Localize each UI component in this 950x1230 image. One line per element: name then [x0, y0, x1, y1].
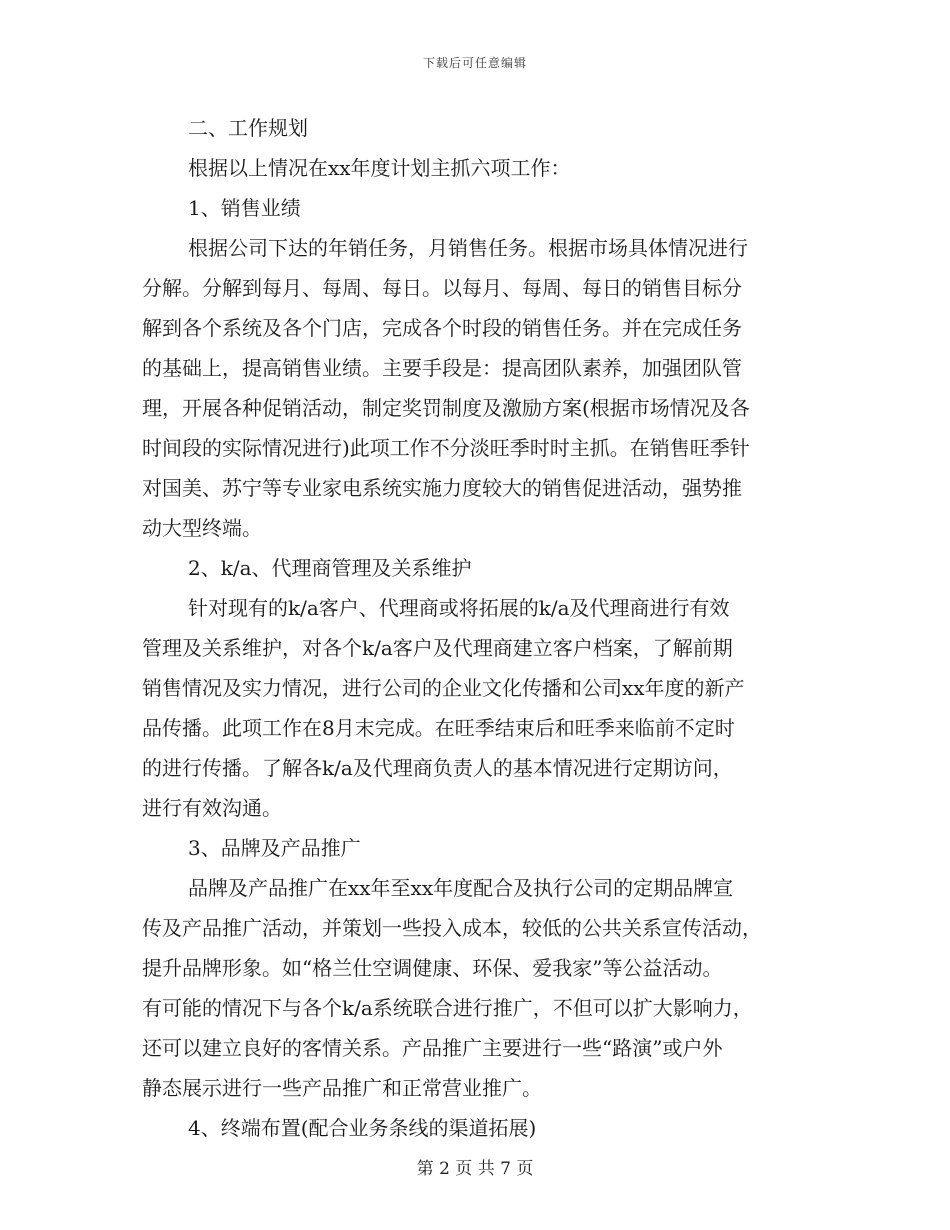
- paragraph-line: 根据以上情况在xx年度计划主抓六项工作：: [188, 156, 571, 180]
- page-number-footer: 第 2 页 共 7 页: [416, 1159, 534, 1179]
- paragraph-line: 时间段的实际情况进行)此项工作不分淡旺季时时主抓。在销售旺季针: [142, 436, 750, 460]
- document-body: [142, 108, 810, 1148]
- paragraph-line: 的进行传播。了解各k/a及代理商负责人的基本情况进行定期访问，: [142, 756, 733, 780]
- paragraph-line: 理，开展各种促销活动，制定奖罚制度及激励方案(根据市场情况及各: [142, 396, 750, 420]
- paragraph-line: 静态展示进行一些产品推广和正常营业推广。: [142, 1076, 542, 1100]
- paragraph-line: 提升品牌形象。如“格兰仕空调健康、环保、爱我家”等公益活动。: [142, 956, 723, 980]
- page-header: 下载后可任意编辑: [422, 56, 527, 70]
- paragraph-line: 解到各个系统及各个门店，完成各个时段的销售任务。并在完成任务: [142, 316, 742, 340]
- paragraph-line: 针对现有的k/a客户、代理商或将拓展的k/a及代理商进行有效: [188, 596, 730, 620]
- paragraph-line: 管理及关系维护，对各个k/a客户及代理商建立客户档案，了解前期: [142, 636, 733, 660]
- paragraph-line: 动大型终端。: [142, 516, 262, 540]
- paragraph-line: 进行有效沟通。: [142, 796, 282, 820]
- paragraph-line: 品传播。此项工作在8月末完成。在旺季结束后和旺季来临前不定时: [142, 716, 735, 740]
- subsection-heading: 2、k/a、代理商管理及关系维护: [188, 556, 472, 580]
- paragraph-line: 根据公司下达的年销任务，月销售任务。根据市场具体情况进行: [188, 236, 748, 260]
- paragraph-line: 的基础上，提高销售业绩。主要手段是：提高团队素养，加强团队管: [142, 356, 742, 380]
- paragraph-line: 销售情况及实力情况，进行公司的企业文化传播和公司xx年度的新产: [142, 676, 745, 700]
- subsection-heading: 3、品牌及产品推广: [188, 836, 361, 860]
- subsection-heading: 1、销售业绩: [188, 196, 301, 220]
- subsection-heading: 4、终端布置(配合业务条线的渠道拓展): [188, 1116, 537, 1140]
- section-heading: 二、工作规划: [188, 116, 308, 140]
- paragraph-line: 还可以建立良好的客情关系。产品推广主要进行一些“路演”或户外: [142, 1036, 723, 1060]
- paragraph-line: 传及产品推广活动，并策划一些投入成本，较低的公共关系宣传活动，: [142, 916, 762, 940]
- paragraph-line: 对国美、苏宁等专业家电系统实施力度较大的销售促进活动，强势推: [142, 476, 742, 500]
- paragraph-line: 有可能的情况下与各个k/a系统联合进行推广，不但可以扩大影响力，: [142, 996, 753, 1020]
- paragraph-line: 分解。分解到每月、每周、每日。以每月、每周、每日的销售目标分: [142, 276, 742, 300]
- paragraph-line: 品牌及产品推广在xx年至xx年度配合及执行公司的定期品牌宣: [188, 876, 734, 900]
